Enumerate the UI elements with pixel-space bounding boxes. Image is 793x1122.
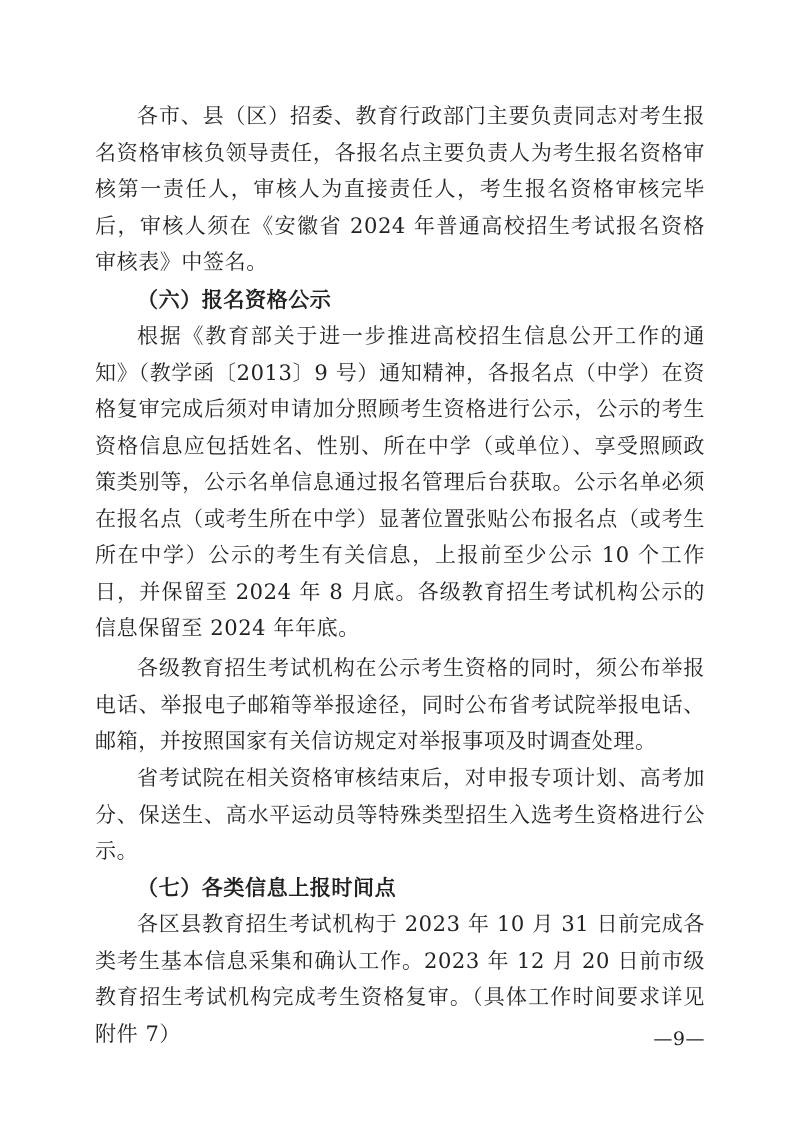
paragraph-special-admission-publicity: 省考试院在相关资格审核结束后，对申报专项计划、高考加分、保送生、高水平运动员等特殊类型招生入选考生资格进行公示。 <box>95 766 705 863</box>
section-heading-eligibility-publicity: （六）报名资格公示 <box>137 287 332 312</box>
paragraph-publicity-requirements: 根据《教育部关于进一步推进高校招生信息公开工作的通知》（教学函〔2013〕9 号）通知精神，各报名点（中学）在资格复审完成后须对申请加分照顾考生资格进行公示，公示的考生资格信息应包括姓名、性别、所在中学（或单位）、享受照顾政策类别等，公示名单信息通过报名管理后台获取。公示名单必须在报名点（或考生所在中学）显著位置张贴公布报名点（或考生所在中学）公示的考生有关信息，上报前至少公示 10 个工作日，并保留至 2024 年 8 月底。各级教育招生考试机构公示的信息保留至 2024 年年底。 <box>95 324 705 640</box>
paragraph-review-responsibility: 各市、县（区）招委、教育行政部门主要负责同志对考生报名资格审核负领导责任，各报名点主要负责人为考生报名资格审核第一责任人，审核人为直接责任人，考生报名资格审核完毕后，审核人须在《安徽省 2024 年普通高校招生考试报名资格审核表》中签名。 <box>95 104 705 274</box>
paragraph-deadline-details: 各区县教育招生考试机构于 2023 年 10 月 31 日前完成各类考生基本信息采集和确认工作。2023 年 12 月 20 日前市级教育招生考试机构完成考生资格复审。（具体工作时间要求详见附件 7） <box>95 912 705 1046</box>
page-number: —9— <box>653 1028 705 1050</box>
section-heading-reporting-deadlines: （七）各类信息上报时间点 <box>137 875 397 900</box>
paragraph-report-channels: 各级教育招生考试机构在公示考生资格的同时，须公布举报电话、举报电子邮箱等举报途径，同时公布省考试院举报电话、邮箱，并按照国家有关信访规定对举报事项及时调查处理。 <box>95 656 705 753</box>
